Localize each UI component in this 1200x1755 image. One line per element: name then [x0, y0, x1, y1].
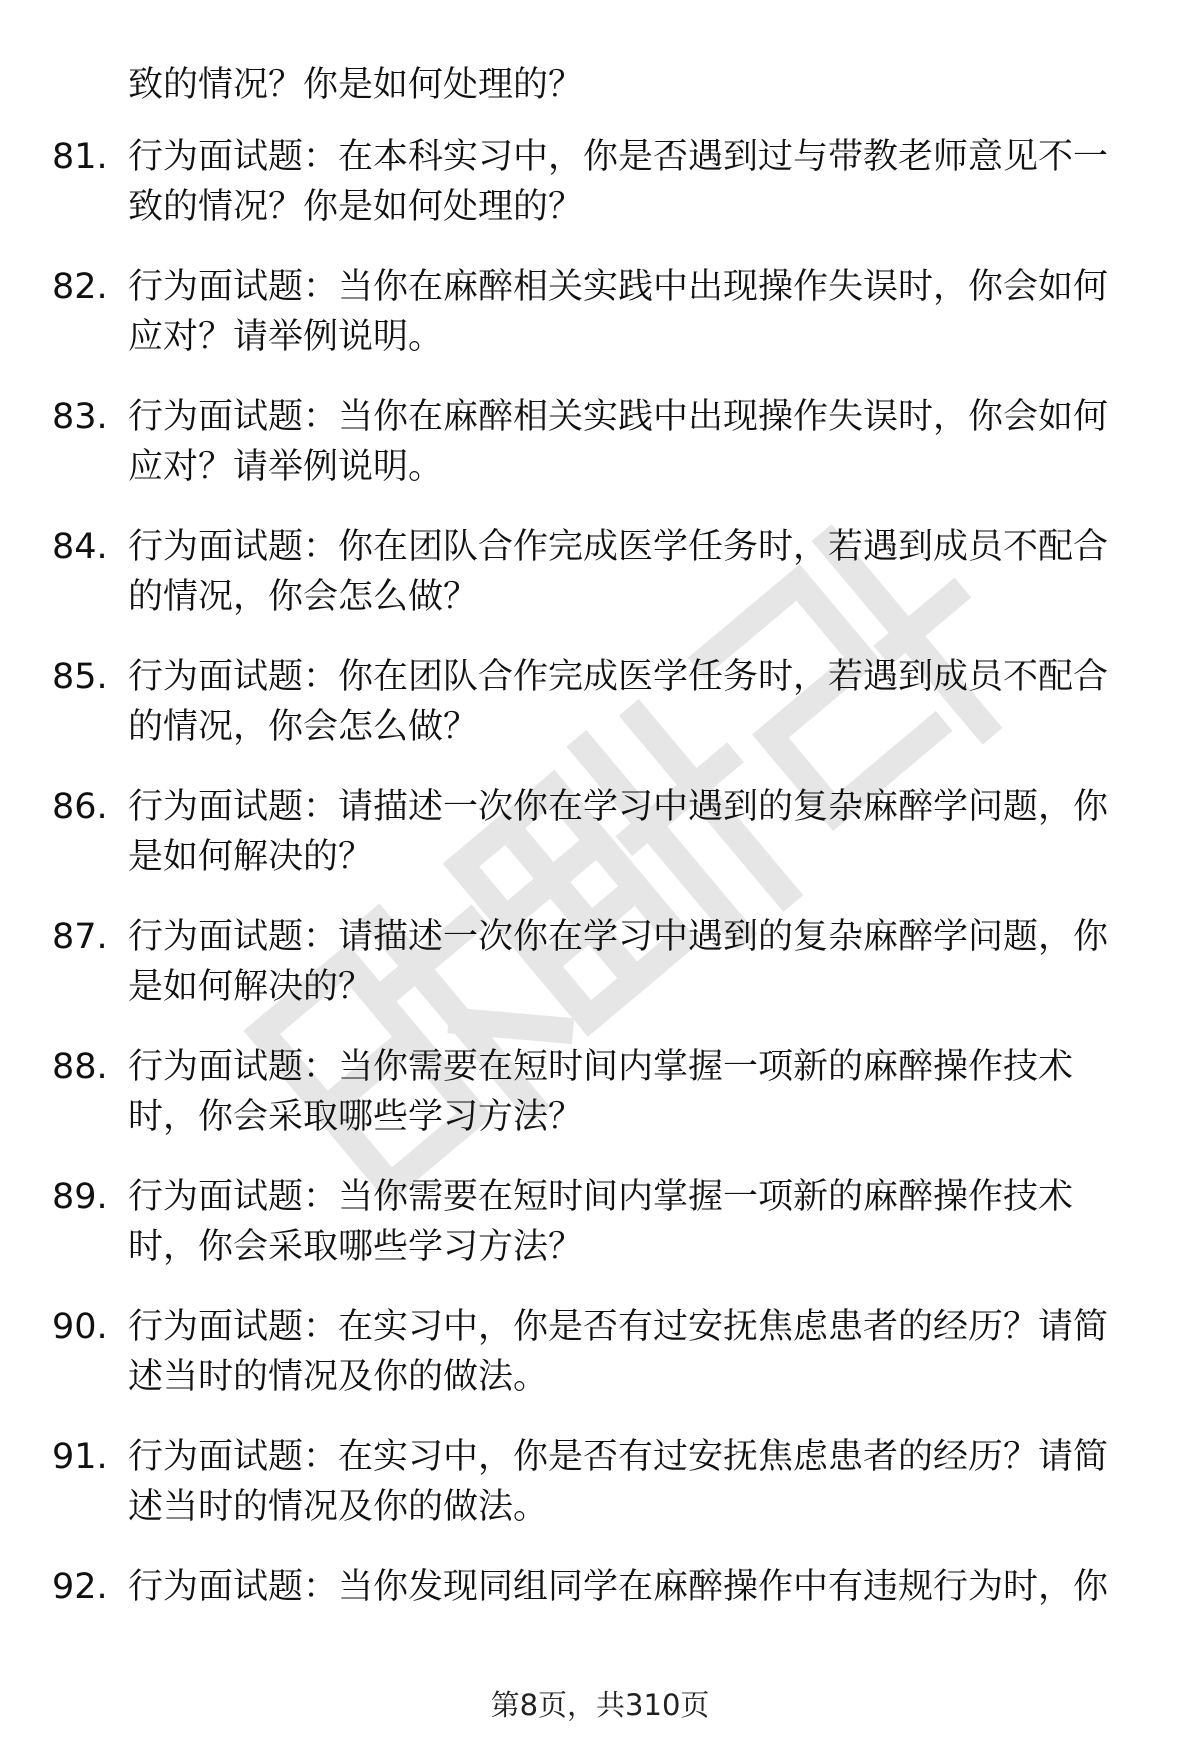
question-text — [128, 1432, 1138, 1532]
question-line: 行为面试题：当你发现同组同学在麻醉操作中有违规行为时，你 — [128, 1567, 1109, 1607]
question-line: 应对？请举例说明。 — [128, 447, 444, 487]
question-text — [128, 652, 1138, 752]
list-item — [0, 1302, 1200, 1432]
question-line: 行为面试题：在实习中，你是否有过安抚焦虑患者的经历？请简 — [128, 1307, 1109, 1347]
question-number: 84. — [52, 527, 108, 567]
list-item — [0, 1172, 1200, 1302]
list-item — [0, 392, 1200, 522]
question-text — [128, 262, 1138, 362]
question-number: 92. — [52, 1567, 108, 1607]
question-number: 81. — [52, 137, 108, 177]
question-line: 行为面试题：请描述一次你在学习中遇到的复杂麻醉学问题，你 — [128, 787, 1109, 827]
question-line: 行为面试题：当你在麻醉相关实践中出现操作失误时，你会如何 — [128, 267, 1109, 307]
question-line: 行为面试题：当你需要在短时间内掌握一项新的麻醉操作技术 — [128, 1047, 1074, 1087]
question-text — [128, 1172, 1138, 1272]
question-line: 时，你会采取哪些学习方法？ — [128, 1097, 584, 1137]
question-list — [0, 132, 1200, 1692]
question-line: 的情况，你会怎么做？ — [128, 577, 479, 617]
page-footer: 第8页，共310页 — [490, 1688, 710, 1722]
question-line: 应对？请举例说明。 — [128, 317, 444, 357]
question-line: 行为面试题：在本科实习中，你是否遇到过与带教老师意见不一 — [128, 137, 1109, 177]
question-line: 行为面试题：在实习中，你是否有过安抚焦虑患者的经历？请简 — [128, 1437, 1109, 1477]
list-item — [0, 1042, 1200, 1172]
question-line: 述当时的情况及你的做法。 — [128, 1357, 549, 1397]
question-number: 90. — [52, 1307, 108, 1347]
question-number: 88. — [52, 1047, 108, 1087]
question-text — [128, 912, 1138, 1012]
question-line: 行为面试题：当你需要在短时间内掌握一项新的麻醉操作技术 — [128, 1177, 1074, 1217]
list-item — [0, 912, 1200, 1042]
question-text — [128, 1562, 1138, 1612]
continuation-text: 致的情况？你是如何处理的？ — [128, 65, 584, 105]
question-number: 86. — [52, 787, 108, 827]
list-item — [0, 652, 1200, 782]
question-text — [128, 1302, 1138, 1402]
list-item — [0, 1432, 1200, 1562]
question-number: 89. — [52, 1177, 108, 1217]
list-item — [0, 522, 1200, 652]
question-line: 行为面试题：你在团队合作完成医学任务时，若遇到成员不配合 — [128, 657, 1109, 697]
question-line: 述当时的情况及你的做法。 — [128, 1487, 549, 1527]
question-line: 的情况，你会怎么做？ — [128, 707, 479, 747]
question-line: 是如何解决的？ — [128, 967, 374, 1007]
question-number: 82. — [52, 267, 108, 307]
question-line: 行为面试题：你在团队合作完成医学任务时，若遇到成员不配合 — [128, 527, 1109, 567]
question-number: 85. — [52, 657, 108, 697]
list-item — [0, 1562, 1200, 1692]
list-item — [0, 262, 1200, 392]
question-text — [128, 132, 1138, 232]
question-line: 致的情况？你是如何处理的？ — [128, 187, 584, 227]
question-line: 行为面试题：当你在麻醉相关实践中出现操作失误时，你会如何 — [128, 397, 1109, 437]
list-item — [0, 782, 1200, 912]
list-item — [0, 132, 1200, 262]
question-number: 83. — [52, 397, 108, 437]
question-line: 行为面试题：请描述一次你在学习中遇到的复杂麻醉学问题，你 — [128, 917, 1109, 957]
question-line: 是如何解决的？ — [128, 837, 374, 877]
question-text — [128, 392, 1138, 492]
question-number: 91. — [52, 1437, 108, 1477]
question-number: 87. — [52, 917, 108, 957]
question-text — [128, 522, 1138, 622]
question-text — [128, 782, 1138, 882]
question-text — [128, 1042, 1138, 1142]
question-line: 时，你会采取哪些学习方法？ — [128, 1227, 584, 1267]
